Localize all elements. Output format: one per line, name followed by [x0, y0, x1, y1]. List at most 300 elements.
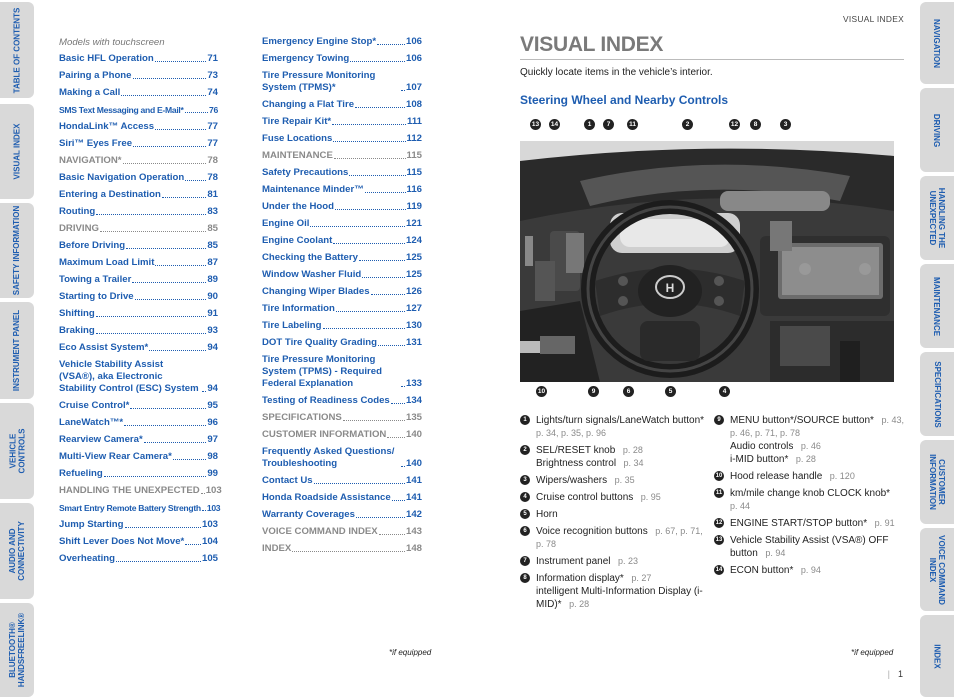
toc-leader-dots: [292, 551, 405, 552]
toc-entry-label: Changing a Flat Tire: [262, 99, 355, 110]
toc-entry[interactable]: [59, 519, 218, 531]
toc-entry[interactable]: [59, 291, 218, 303]
toc-entry[interactable]: [262, 303, 422, 315]
legend-item: [714, 414, 904, 466]
legend-label: Wipers/washers: [536, 475, 608, 486]
toc-entry-page: 99: [207, 468, 218, 479]
legend-item: [520, 491, 710, 504]
section-tab[interactable]: [0, 503, 34, 599]
legend-page-ref[interactable]: p. 44: [730, 488, 896, 511]
toc-entry-page: 96: [207, 417, 218, 428]
toc-leader-dots: [333, 141, 405, 142]
toc-leader-dots: [323, 328, 405, 329]
legend-label: intelligent Multi-Information Display (i-MID)*: [536, 586, 703, 610]
section-tab-label: VOICE COMMAND INDEX: [928, 534, 946, 605]
callout-badge: 3: [780, 119, 791, 130]
callout-badge: 9: [588, 386, 599, 397]
toc-leader-dots: [173, 459, 206, 460]
toc-leader-dots: [335, 209, 406, 210]
legend-text: [730, 414, 904, 466]
toc-entry-page: 94: [207, 383, 218, 394]
toc-leader-dots: [333, 243, 405, 244]
toc-entry-page: 104: [201, 536, 218, 547]
toc-entry-label: Towing a Trailer: [59, 274, 132, 285]
toc-leader-dots: [202, 510, 206, 511]
toc-entry-label: Overheating: [59, 553, 115, 564]
legend-item: [714, 470, 904, 483]
toc-entry[interactable]: [262, 53, 422, 65]
toc-entry[interactable]: [262, 218, 422, 230]
toc-entry[interactable]: [262, 429, 422, 441]
footnote-left: *if equipped: [389, 648, 432, 657]
toc-entry-label: Shifting: [59, 308, 95, 319]
toc-entry-label: Cruise Control*: [59, 400, 130, 411]
toc-entry[interactable]: [262, 543, 422, 555]
section-tab[interactable]: [920, 440, 954, 524]
section-tab[interactable]: [920, 264, 954, 348]
toc-entry-page: 116: [406, 184, 422, 195]
legend-number-badge: 1: [520, 415, 530, 425]
callout-badge: 2: [682, 119, 693, 130]
section-tab-label: SAFETY INFORMATION: [12, 205, 22, 296]
callout-badge: 6: [623, 386, 634, 397]
section-tab[interactable]: [920, 615, 954, 697]
legend-page-ref[interactable]: p. 43, p. 46, p. 71, p. 78: [730, 415, 904, 438]
toc-entry-page: 131: [405, 337, 422, 348]
legend-page-ref[interactable]: p. 120: [822, 471, 855, 481]
toc-entry-page: 106: [405, 36, 422, 47]
section-tab[interactable]: [920, 176, 954, 260]
legend-label: i-MID button*: [730, 454, 789, 465]
section-tab[interactable]: [920, 88, 954, 172]
legend-page-ref[interactable]: p. 95: [633, 492, 661, 502]
legend-number-badge: 8: [520, 573, 530, 583]
toc-leader-dots: [377, 44, 405, 45]
toc-entry-label: Maximum Load Limit: [59, 257, 155, 268]
toc-leader-dots: [155, 265, 206, 266]
toc-leader-dots: [359, 260, 405, 261]
toc-leader-dots: [362, 277, 405, 278]
toc-entry[interactable]: [59, 172, 218, 184]
section-tab-label: INSTRUMENT PANEL: [12, 309, 22, 392]
section-tab[interactable]: [0, 603, 34, 697]
toc-entry[interactable]: [59, 240, 218, 252]
legend-item: [520, 474, 710, 487]
toc-entry-page: 111: [407, 116, 422, 127]
toc-entry-label: Engine Coolant: [262, 235, 333, 246]
toc-entry-page: 108: [405, 99, 422, 110]
legend-number-badge: 2: [520, 445, 530, 455]
legend-label: Cruise control buttons: [536, 492, 634, 503]
page-title: VISUAL INDEX: [520, 33, 664, 56]
legend-page-ref[interactable]: p. 23: [610, 556, 639, 566]
toc-entry-label: NAVIGATION*: [59, 155, 122, 166]
toc-entry-label: Tire Pressure Monitoring System (TPMS)*: [262, 70, 376, 93]
toc-entry[interactable]: [262, 184, 422, 196]
toc-entry-page: 81: [207, 189, 218, 200]
toc-entry-page: 93: [207, 325, 218, 336]
section-tab[interactable]: [920, 2, 954, 84]
legend-label: Vehicle Stability Assist (VSA®) OFF button: [730, 535, 889, 559]
section-tab[interactable]: [920, 352, 954, 436]
toc-entry-page: 140: [405, 429, 422, 440]
callout-badge: 4: [719, 386, 730, 397]
toc-entry-page: 87: [207, 257, 218, 268]
toc-leader-dots: [202, 391, 206, 392]
legend-label: MENU button*/SOURCE button*: [730, 415, 874, 426]
toc-entry-label: Testing of Readiness Codes: [262, 395, 390, 406]
legend-text: [536, 508, 710, 521]
page-number: | 1: [887, 669, 903, 679]
toc-leader-dots: [96, 316, 207, 317]
legend-page-ref[interactable]: p. 27: [623, 573, 652, 583]
legend-label: Audio controls: [730, 441, 794, 452]
toc-entry[interactable]: [59, 138, 218, 150]
toc-entry-page: 107: [405, 82, 422, 93]
toc-leader-dots: [130, 408, 206, 409]
toc-leader-dots: [121, 95, 206, 96]
legend-label: Instrument panel: [536, 556, 611, 567]
toc-entry[interactable]: [262, 509, 422, 521]
toc-entry-label: Vehicle Stability Assist (VSA®), aka Electronic Stability Control (ESC) System: [59, 359, 199, 394]
legend-number-badge: 12: [714, 518, 724, 528]
toc-entry[interactable]: [262, 269, 422, 281]
toc-entry-label: Tire Repair Kit*: [262, 116, 332, 127]
toc-entry[interactable]: [59, 274, 218, 286]
toc-entry-page: 103: [206, 503, 221, 513]
page-header-label: VISUAL INDEX: [842, 14, 904, 24]
toc-entry[interactable]: [262, 99, 422, 111]
legend-page-ref[interactable]: p. 28: [561, 599, 590, 609]
toc-entry[interactable]: [59, 502, 221, 514]
toc-entry[interactable]: [59, 400, 218, 412]
legend-item: [520, 572, 710, 611]
legend-number-badge: 14: [714, 565, 724, 575]
toc-entry[interactable]: [262, 150, 422, 162]
toc-column-1: [59, 53, 222, 570]
toc-leader-dots: [124, 425, 206, 426]
legend-text: [536, 491, 710, 504]
toc-leader-dots: [96, 214, 206, 215]
toc-entry[interactable]: [262, 446, 422, 470]
legend-label: ENGINE START/STOP button*: [730, 518, 868, 529]
legend-number-badge: 5: [520, 509, 530, 519]
toc-entry[interactable]: [262, 70, 422, 94]
toc-entry-page: 130: [405, 320, 422, 331]
toc-entry[interactable]: [262, 354, 422, 390]
toc-entry-page: 134: [405, 395, 422, 406]
toc-entry-label: HANDLING THE UNEXPECTED: [59, 485, 200, 496]
toc-entry[interactable]: [59, 223, 218, 235]
toc-leader-dots: [144, 442, 207, 443]
section-heading: Steering Wheel and Nearby Controls: [520, 93, 729, 107]
toc-entry-page: 97: [207, 434, 218, 445]
toc-leader-dots: [104, 476, 207, 477]
toc-entry-page: 95: [207, 400, 218, 411]
toc-entry-label: SPECIFICATIONS: [262, 412, 342, 423]
legend-text: [536, 572, 710, 611]
toc-entry[interactable]: [59, 342, 218, 354]
toc-entry-label: Maintenance Minder™: [262, 184, 364, 195]
legend-page-ref[interactable]: p. 34: [616, 458, 644, 468]
toc-leader-dots: [133, 146, 206, 147]
toc-entry-label: Starting to Drive: [59, 291, 134, 302]
legend-item: [714, 487, 904, 513]
section-tab-label: SPECIFICATIONS: [932, 360, 942, 428]
toc-entry[interactable]: [59, 434, 218, 446]
toc-entry-page: 89: [207, 274, 218, 285]
toc-leader-dots: [185, 180, 206, 181]
toc-entry-page: 78: [207, 155, 218, 166]
legend-number-badge: 9: [714, 415, 724, 425]
legend-page-ref[interactable]: p. 94: [793, 565, 821, 575]
toc-entry-page: 85: [207, 240, 218, 251]
toc-entry-label: Eco Assist System*: [59, 342, 149, 353]
legend-item: [520, 414, 710, 440]
section-tab-label: CUSTOMER INFORMATION: [928, 454, 946, 510]
toc-entry-page: 106: [405, 53, 422, 64]
toc-entry-page: 125: [405, 252, 422, 263]
toc-entry-label: Smart Entry Remote Battery Strength: [59, 503, 201, 513]
section-tab[interactable]: [920, 528, 954, 611]
section-tab-label: TABLE OF CONTENTS: [12, 7, 22, 93]
legend-text: [730, 534, 904, 560]
toc-entry[interactable]: [262, 412, 422, 424]
legend-item: [520, 508, 710, 521]
section-tab-label: NAVIGATION: [932, 18, 942, 68]
toc-leader-dots: [314, 483, 405, 484]
toc-leader-dots: [201, 493, 205, 494]
toc-leader-dots: [133, 78, 207, 79]
legend-item: [714, 534, 904, 560]
toc-entry[interactable]: [262, 235, 422, 247]
callout-badge: 7: [603, 119, 614, 130]
legend-text: [730, 487, 904, 513]
toc-entry[interactable]: [59, 359, 218, 395]
toc-entry[interactable]: [59, 417, 218, 429]
toc-leader-dots: [100, 231, 206, 232]
legend-label: Horn: [536, 509, 558, 520]
legend-text: [536, 444, 710, 470]
toc-entry-label: Refueling: [59, 468, 103, 479]
toc-entry[interactable]: [262, 337, 422, 349]
toc-entry-label: Contact Us: [262, 475, 313, 486]
legend-text: [536, 525, 710, 551]
legend-text: [730, 564, 904, 577]
toc-entry-label: Basic HFL Operation: [59, 53, 154, 64]
toc-entry-label: Multi-View Rear Camera*: [59, 451, 172, 462]
toc-leader-dots: [401, 90, 405, 91]
legend-page-ref[interactable]: p. 28: [615, 445, 643, 455]
toc-entry[interactable]: [262, 395, 422, 407]
toc-entry-page: 98: [207, 451, 218, 462]
toc-leader-dots: [126, 248, 206, 249]
toc-entry-page: 78: [207, 172, 218, 183]
legend-page-ref[interactable]: p. 28: [788, 454, 816, 464]
right-section-tabs: [918, 0, 954, 699]
toc-entry-page: 83: [207, 206, 218, 217]
toc-entry-page: 105: [201, 553, 218, 564]
callout-badge: 8: [750, 119, 761, 130]
toc-entry[interactable]: [59, 155, 218, 167]
toc-entry[interactable]: [262, 36, 422, 48]
toc-entry-label: MAINTENANCE: [262, 150, 333, 161]
toc-entry-page: 77: [207, 138, 218, 149]
toc-entry[interactable]: [59, 325, 218, 337]
legend-item: [714, 564, 904, 577]
toc-entry-page: 119: [406, 201, 422, 212]
toc-leader-dots: [155, 129, 206, 130]
section-tab[interactable]: [0, 104, 34, 199]
toc-leader-dots: [96, 333, 207, 334]
toc-entry-page: 71: [207, 53, 218, 64]
legend-page-ref[interactable]: p. 34, p. 35, p. 96: [536, 415, 710, 438]
toc-leader-dots: [149, 350, 206, 351]
toc-entry-page: 115: [406, 167, 422, 178]
toc-leader-dots: [332, 124, 406, 125]
toc-note: Models with touchscreen: [59, 37, 165, 48]
toc-entry-page: 148: [405, 543, 422, 554]
legend-page-ref[interactable]: p. 91: [867, 518, 895, 528]
toc-leader-dots: [350, 61, 405, 62]
toc-entry[interactable]: [59, 308, 218, 320]
toc-entry[interactable]: [59, 121, 218, 133]
toc-leader-dots: [116, 561, 201, 562]
legend-label: Brightness control: [536, 458, 617, 469]
toc-entry[interactable]: [262, 492, 422, 504]
legend-text: [536, 414, 710, 440]
toc-entry-page: 77: [207, 121, 218, 132]
toc-entry-label: Emergency Engine Stop*: [262, 36, 377, 47]
legend-page-ref[interactable]: p. 94: [757, 548, 786, 558]
toc-entry-page: 127: [405, 303, 422, 314]
toc-leader-dots: [379, 534, 405, 535]
toc-entry-label: Checking the Battery: [262, 252, 358, 263]
section-tab[interactable]: [0, 302, 34, 399]
toc-entry[interactable]: [262, 167, 422, 179]
callout-badge: 11: [627, 119, 638, 130]
legend-page-ref[interactable]: p. 67, p. 71, p. 78: [536, 526, 703, 549]
toc-entry[interactable]: [262, 320, 422, 332]
toc-leader-dots: [125, 527, 201, 528]
dashboard-photo: [520, 141, 894, 382]
toc-entry[interactable]: [59, 468, 218, 480]
toc-column-2: [262, 36, 422, 560]
toc-leader-dots: [123, 163, 207, 164]
toc-entry-label: Jump Starting: [59, 519, 124, 530]
toc-entry-page: 74: [207, 87, 218, 98]
toc-entry[interactable]: [59, 206, 218, 218]
section-tab[interactable]: [0, 203, 34, 298]
toc-entry-label: Tire Information: [262, 303, 335, 314]
toc-entry-label: Honda Roadside Assistance: [262, 492, 391, 503]
toc-entry-page: 142: [405, 509, 422, 520]
toc-leader-dots: [392, 500, 405, 501]
toc-entry[interactable]: [262, 252, 422, 264]
toc-leader-dots: [135, 299, 207, 300]
toc-leader-dots: [356, 517, 405, 518]
toc-entry[interactable]: [59, 70, 218, 82]
section-tab-label: VISUAL INDEX: [12, 123, 22, 180]
legend-page-ref[interactable]: p. 35: [607, 475, 635, 485]
toc-entry-label: Frequently Asked Questions/ Troubleshooting: [262, 446, 395, 469]
toc-entry[interactable]: [59, 451, 218, 463]
toc-entry-label: Entering a Destination: [59, 189, 161, 200]
legend-page-ref[interactable]: p. 46: [793, 441, 821, 451]
toc-entry-page: 112: [406, 133, 422, 144]
footnote-right: *if equipped: [851, 648, 894, 657]
toc-entry[interactable]: [262, 116, 422, 128]
legend-number-badge: 3: [520, 475, 530, 485]
toc-entry-label: VOICE COMMAND INDEX: [262, 526, 378, 537]
toc-entry[interactable]: [262, 475, 422, 487]
toc-entry-page: 103: [201, 519, 218, 530]
section-tab[interactable]: [0, 403, 34, 499]
toc-entry[interactable]: [262, 201, 422, 213]
toc-leader-dots: [349, 175, 405, 176]
title-divider: [520, 59, 904, 60]
toc-entry-page: 94: [207, 342, 218, 353]
legend-item: [520, 444, 710, 470]
toc-entry-page: 133: [405, 378, 422, 389]
toc-entry[interactable]: [59, 553, 218, 565]
toc-entry-label: HondaLink™ Access: [59, 121, 155, 132]
legend-number-badge: 13: [714, 535, 724, 545]
toc-entry[interactable]: [59, 485, 222, 497]
section-tab[interactable]: [0, 2, 34, 98]
toc-entry-page: 125: [405, 269, 422, 280]
toc-entry[interactable]: [59, 53, 218, 65]
section-tab-label: AUDIO AND CONNECTIVITY: [8, 521, 26, 581]
section-tab-label: DRIVING: [932, 113, 942, 147]
toc-entry[interactable]: [262, 133, 422, 145]
toc-entry[interactable]: [59, 104, 218, 116]
legend-text: [730, 517, 904, 530]
toc-entry-label: Engine Oil: [262, 218, 310, 229]
callout-badge: 14: [550, 121, 559, 128]
toc-entry-label: Shift Lever Does Not Move*: [59, 536, 185, 547]
callout-badge: 13: [531, 121, 540, 128]
section-tab-label: HANDLING THE UNEXPECTED: [928, 187, 947, 249]
toc-entry[interactable]: [59, 536, 218, 548]
toc-entry-label: SMS Text Messaging and E-Mail*: [59, 105, 184, 115]
toc-entry[interactable]: [59, 257, 218, 269]
legend-text: [536, 474, 710, 487]
left-section-tabs: [0, 0, 36, 699]
toc-leader-dots: [378, 345, 405, 346]
toc-entry-label: Warranty Coverages: [262, 509, 355, 520]
callout-badge: 10: [537, 388, 546, 395]
svg-text:H: H: [665, 281, 675, 295]
legend-number-badge: 11: [714, 488, 724, 498]
toc-leader-dots: [185, 544, 201, 545]
toc-entry-label: Tire Pressure Monitoring System (TPMS) - Required Federal Explanation: [262, 354, 382, 389]
toc-entry[interactable]: [59, 87, 218, 99]
toc-leader-dots: [155, 61, 207, 62]
legend-item: [520, 555, 710, 568]
section-tab-label: VEHICLE CONTROLS: [8, 428, 27, 474]
toc-entry-label: INDEX: [262, 543, 292, 554]
toc-entry-label: Routing: [59, 206, 96, 217]
toc-entry[interactable]: [262, 286, 422, 298]
legend-text: [536, 555, 710, 568]
toc-entry-label: Before Driving: [59, 240, 126, 251]
toc-leader-dots: [334, 158, 406, 159]
toc-entry-page: 126: [405, 286, 422, 297]
toc-entry-label: Siri™ Eyes Free: [59, 138, 133, 149]
toc-entry[interactable]: [262, 526, 422, 538]
toc-entry[interactable]: [59, 189, 218, 201]
